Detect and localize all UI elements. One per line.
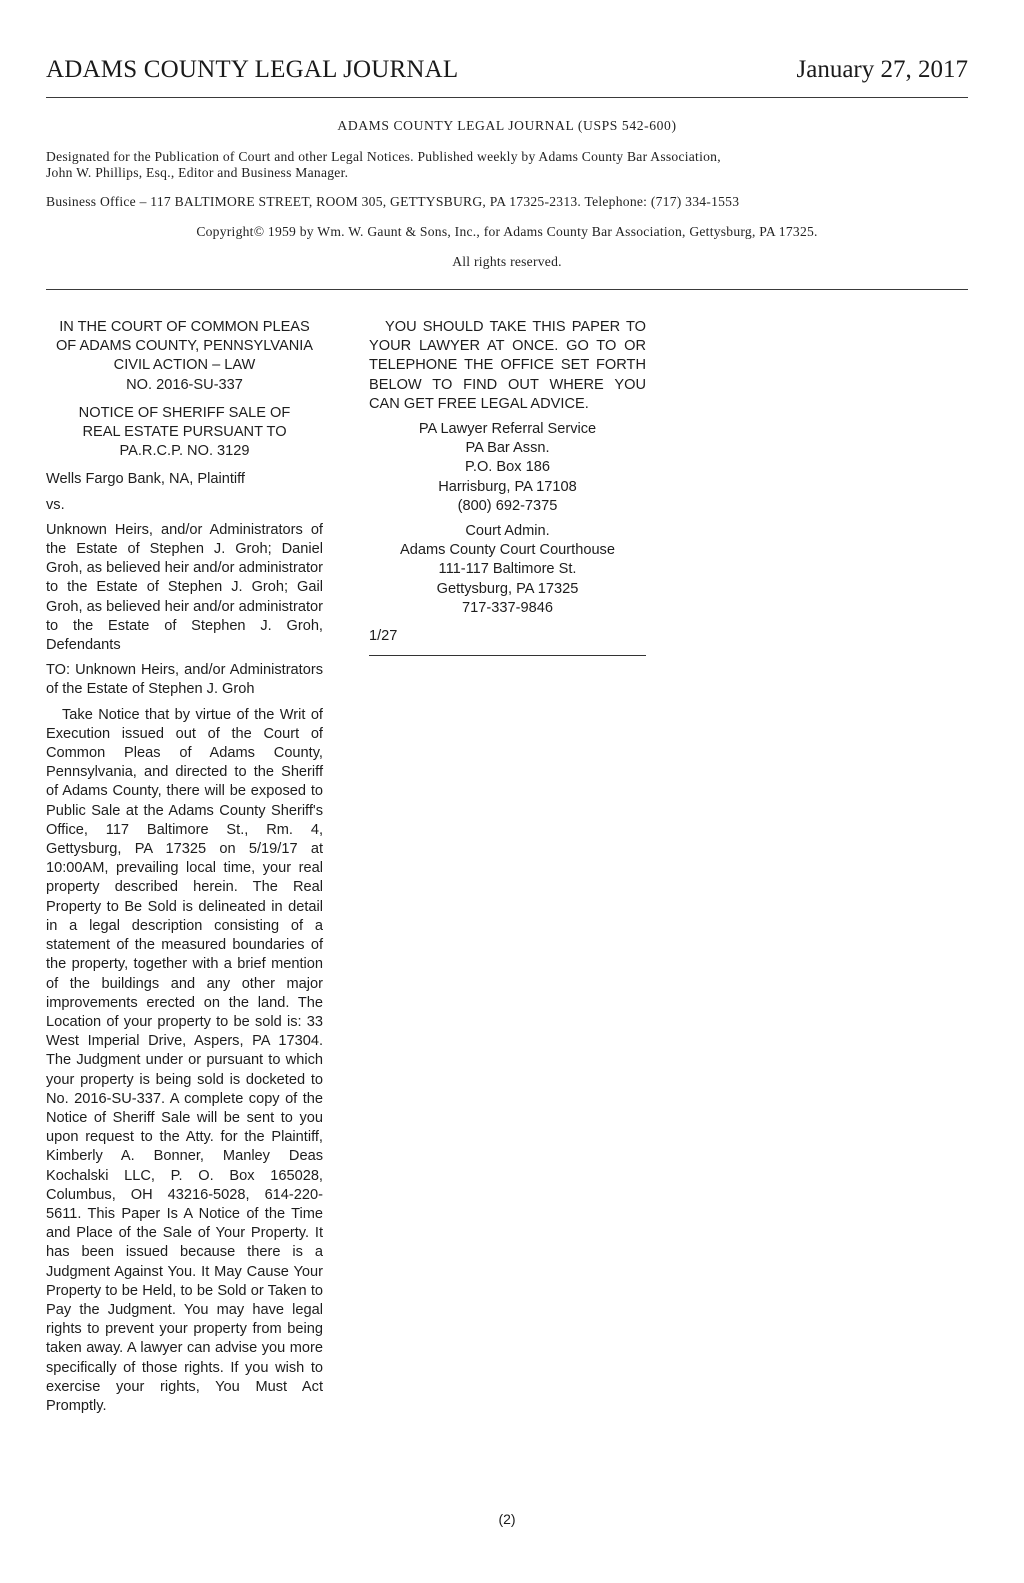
notice-body: Take Notice that by virtue of the Writ of Execution issued out of the Court of Common Pleas of Adams County, Pennsylvania, and directed to the Sheriff of Adams County, there will be exposed to Public Sale at the Adams County Sheriff's Office, 117 Baltimore St., Rm. 4, Gettysburg, PA 17325 on 5/19/17 at 10:00AM, prevailing local time, your real property described herein. The Real Property to Be Sold is delineated in detail in a legal description consisting of a statement of the measured boundaries of the property, together with a brief mention of the buildings and any other major improvements erected on the land. The Location of your property to be sold is: 33 West Imperial Drive, Aspers, PA 17304. The Judgment under or pursuant to which your property is being sold is docketed to No. 2016-SU-337. A complete copy of the Notice of Sheriff Sale will be sent to you upon request to the Atty. for the Plaintiff, Kimberly A. Bonner, Manley Deas Kochalski LLC, P. O. Box 165028, Columbus, OH 43216-5028, 614-220-5611. This Paper Is A Notice of the Time and Place of the Sale of Your Property. It has been issued because there is a Judgment Against You. It May Cause Your Property to be Held, to be Sold or Taken to Pay the Judgment. You may have legal rights to prevent your property from being taken away. A lawyer can advise you more specifically of those rights. If you wish to exercise your rights, You Must Act Promptly. (46, 706, 323, 1414)
copyright: Copyright© 1959 by Wm. W. Gaunt & Sons, Inc., for Adams County Bar Association, Gettysburg, PA 17325. (196, 224, 818, 239)
caption-line: IN THE COURT OF COMMON PLEAS (59, 319, 310, 335)
page-number: (2) (498, 1511, 516, 1527)
masthead-title: ADAMS COUNTY LEGAL JOURNAL (USPS 542-600) (337, 118, 677, 133)
phone-number: 717-337-9846 (462, 599, 553, 616)
journal-page (46, 0, 968, 1583)
notice-title (46, 404, 323, 462)
issue-date: January 27, 2017 (796, 56, 968, 83)
journal-name: ADAMS COUNTY LEGAL JOURNAL (46, 56, 459, 83)
address-line: PA Lawyer Referral Service (418, 421, 597, 438)
notice-right-column (369, 318, 646, 656)
publication-date-code: 1/27 (369, 628, 398, 645)
phone-number: (800) 692-7375 (457, 497, 558, 514)
caption-line: OF ADAMS COUNTY, PENNSYLVANIA (55, 338, 314, 355)
address-line: 111-117 Baltimore St. (438, 561, 577, 578)
address-line: PA Bar Assn. (465, 440, 550, 457)
address-line: Harrisburg, PA 17108 (438, 478, 577, 495)
address-line: Gettysburg, PA 17325 (436, 580, 579, 597)
address-line: Adams County Court Courthouse (400, 542, 615, 559)
title-line: REAL ESTATE PURSUANT TO (82, 424, 287, 441)
running-header (46, 56, 968, 86)
designation-line: John W. Phillips, Esq., Editor and Business Manager. (46, 165, 349, 180)
plaintiff: Wells Fargo Bank, NA, Plaintiff (46, 471, 245, 488)
court-admin-address (369, 522, 646, 618)
business-office: Business Office – 117 BALTIMORE STREET, ROOM 305, GETTYSBURG, PA 17325-2313. Telephone: (717) 334-1553 (46, 194, 740, 209)
title-line: PA.R.C.P. NO. 3129 (119, 443, 250, 460)
addressee: TO: Unknown Heirs, and/or Administrators of the Estate of Stephen J. Groh (46, 662, 323, 698)
masthead-designation (46, 149, 886, 181)
legal-advice: YOU SHOULD TAKE THIS PAPER TO YOUR LAWYER AT ONCE. GO TO OR TELEPHONE THE OFFICE SET FORTH BELOW TO FIND OUT WHERE YOU CAN GET FREE LEGAL ADVICE. (369, 319, 646, 412)
notice-end-rule (369, 655, 646, 656)
rights-reserved: All rights reserved. (452, 254, 562, 269)
designation-line: Designated for the Publication of Court and other Legal Notices. Published weekly by Adams County Bar Association, (46, 149, 721, 164)
caption-line: CIVIL ACTION – LAW (113, 357, 256, 374)
notice-left-column (46, 318, 323, 1416)
masthead-rule (46, 289, 968, 290)
title-line: NOTICE OF SHERIFF SALE OF (78, 404, 291, 421)
lawyer-referral-address (369, 420, 646, 516)
address-line: P.O. Box 186 (465, 459, 550, 476)
court-caption (46, 318, 323, 395)
defendants: Unknown Heirs, and/or Administrators of the Estate of Stephen J. Groh; Daniel Groh, as believed heir and/or administrator to the Estate of Stephen J. Groh; Gail Groh, as believed heir and/or administrator to the Estate of Stephen J. Groh, Defendants (46, 521, 323, 654)
versus: vs. (46, 496, 65, 513)
header-rule (46, 97, 968, 98)
address-line: Court Admin. (465, 523, 550, 540)
docket-number: NO. 2016-SU-337 (126, 376, 243, 393)
